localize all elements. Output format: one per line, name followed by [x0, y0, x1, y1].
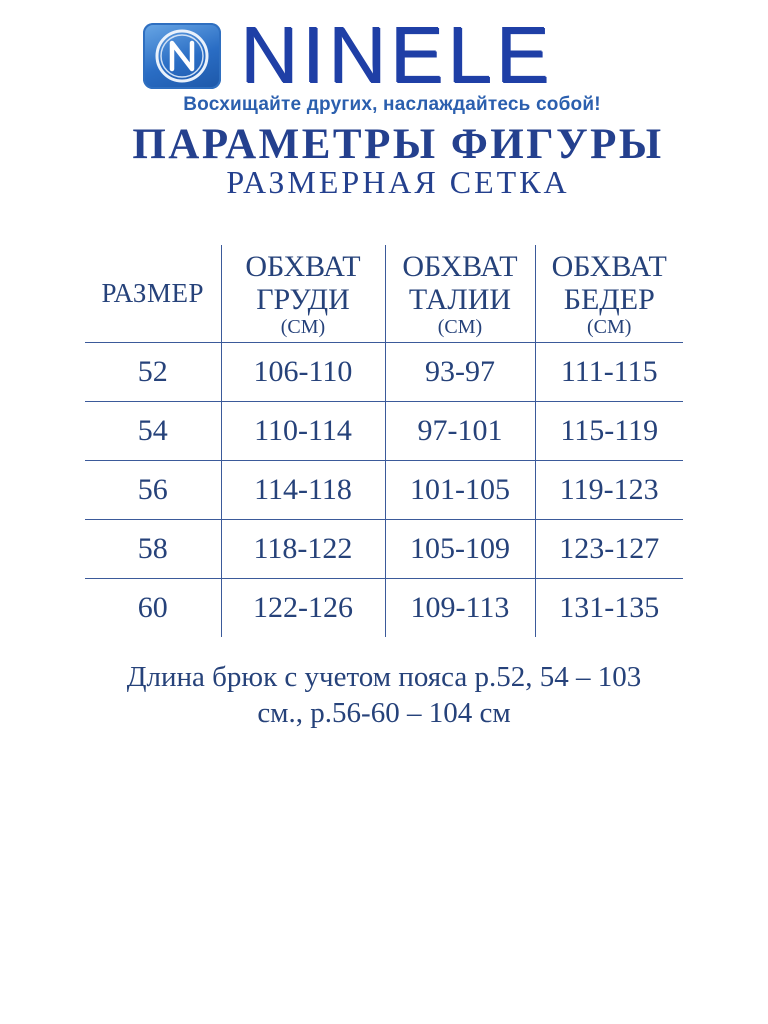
header-size	[85, 245, 221, 343]
cell-waist: 93-97	[385, 343, 535, 402]
cell-hips: 111-115	[535, 343, 683, 402]
header-chest-line1: ОБХВАТ	[245, 249, 361, 283]
header-waist	[385, 245, 535, 343]
cell-waist: 105-109	[385, 520, 535, 579]
header-waist-line2: ТАЛИИ	[408, 282, 512, 316]
table-header-row	[85, 245, 683, 343]
header-hips	[535, 245, 683, 343]
header-waist-unit: (СМ)	[437, 315, 483, 338]
brand-logo	[143, 10, 643, 99]
brand-name: NINELE	[240, 10, 553, 99]
brand-slogan: Восхищайте других, наслаждайтесь собой!	[183, 94, 601, 115]
page-subtitle: РАЗМЕРНАЯ СЕТКА	[226, 164, 570, 200]
cell-waist: 109-113	[385, 579, 535, 638]
cell-chest: 106-110	[221, 343, 385, 402]
header-hips-line2: БЕДЕР	[563, 282, 655, 316]
n-monogram-icon	[143, 23, 221, 89]
table-row	[85, 343, 683, 402]
table-row	[85, 579, 683, 638]
cell-waist: 97-101	[385, 402, 535, 461]
cell-hips: 131-135	[535, 579, 683, 638]
header-hips-unit: (СМ)	[587, 315, 632, 338]
size-table	[85, 245, 683, 637]
cell-chest: 118-122	[221, 520, 385, 579]
cell-size: 54	[85, 402, 221, 461]
cell-size: 58	[85, 520, 221, 579]
note-line-2: см., р.56-60 – 104 см	[257, 697, 511, 729]
cell-chest: 114-118	[221, 461, 385, 520]
trouser-length-note	[0, 659, 768, 731]
note-line-1: Длина брюк с учетом пояса р.52, 54 – 103	[126, 661, 642, 693]
cell-hips: 119-123	[535, 461, 683, 520]
cell-chest: 122-126	[221, 579, 385, 638]
cell-hips: 115-119	[535, 402, 683, 461]
cell-size: 56	[85, 461, 221, 520]
cell-size: 52	[85, 343, 221, 402]
header-hips-line1: ОБХВАТ	[551, 249, 667, 283]
header-size-label: РАЗМЕР	[101, 278, 204, 308]
cell-hips: 123-127	[535, 520, 683, 579]
header-waist-line1: ОБХВАТ	[402, 249, 518, 283]
header-chest	[221, 245, 385, 343]
header-chest-line2: ГРУДИ	[256, 282, 350, 316]
table-row	[85, 402, 683, 461]
header-chest-unit: (СМ)	[280, 315, 326, 338]
cell-size: 60	[137, 591, 168, 624]
page-title: ПАРАМЕТРЫ ФИГУРЫ	[132, 121, 664, 168]
table-row	[85, 520, 683, 579]
cell-chest: 110-114	[221, 402, 385, 461]
table-row	[85, 461, 683, 520]
cell-waist: 101-105	[385, 461, 535, 520]
